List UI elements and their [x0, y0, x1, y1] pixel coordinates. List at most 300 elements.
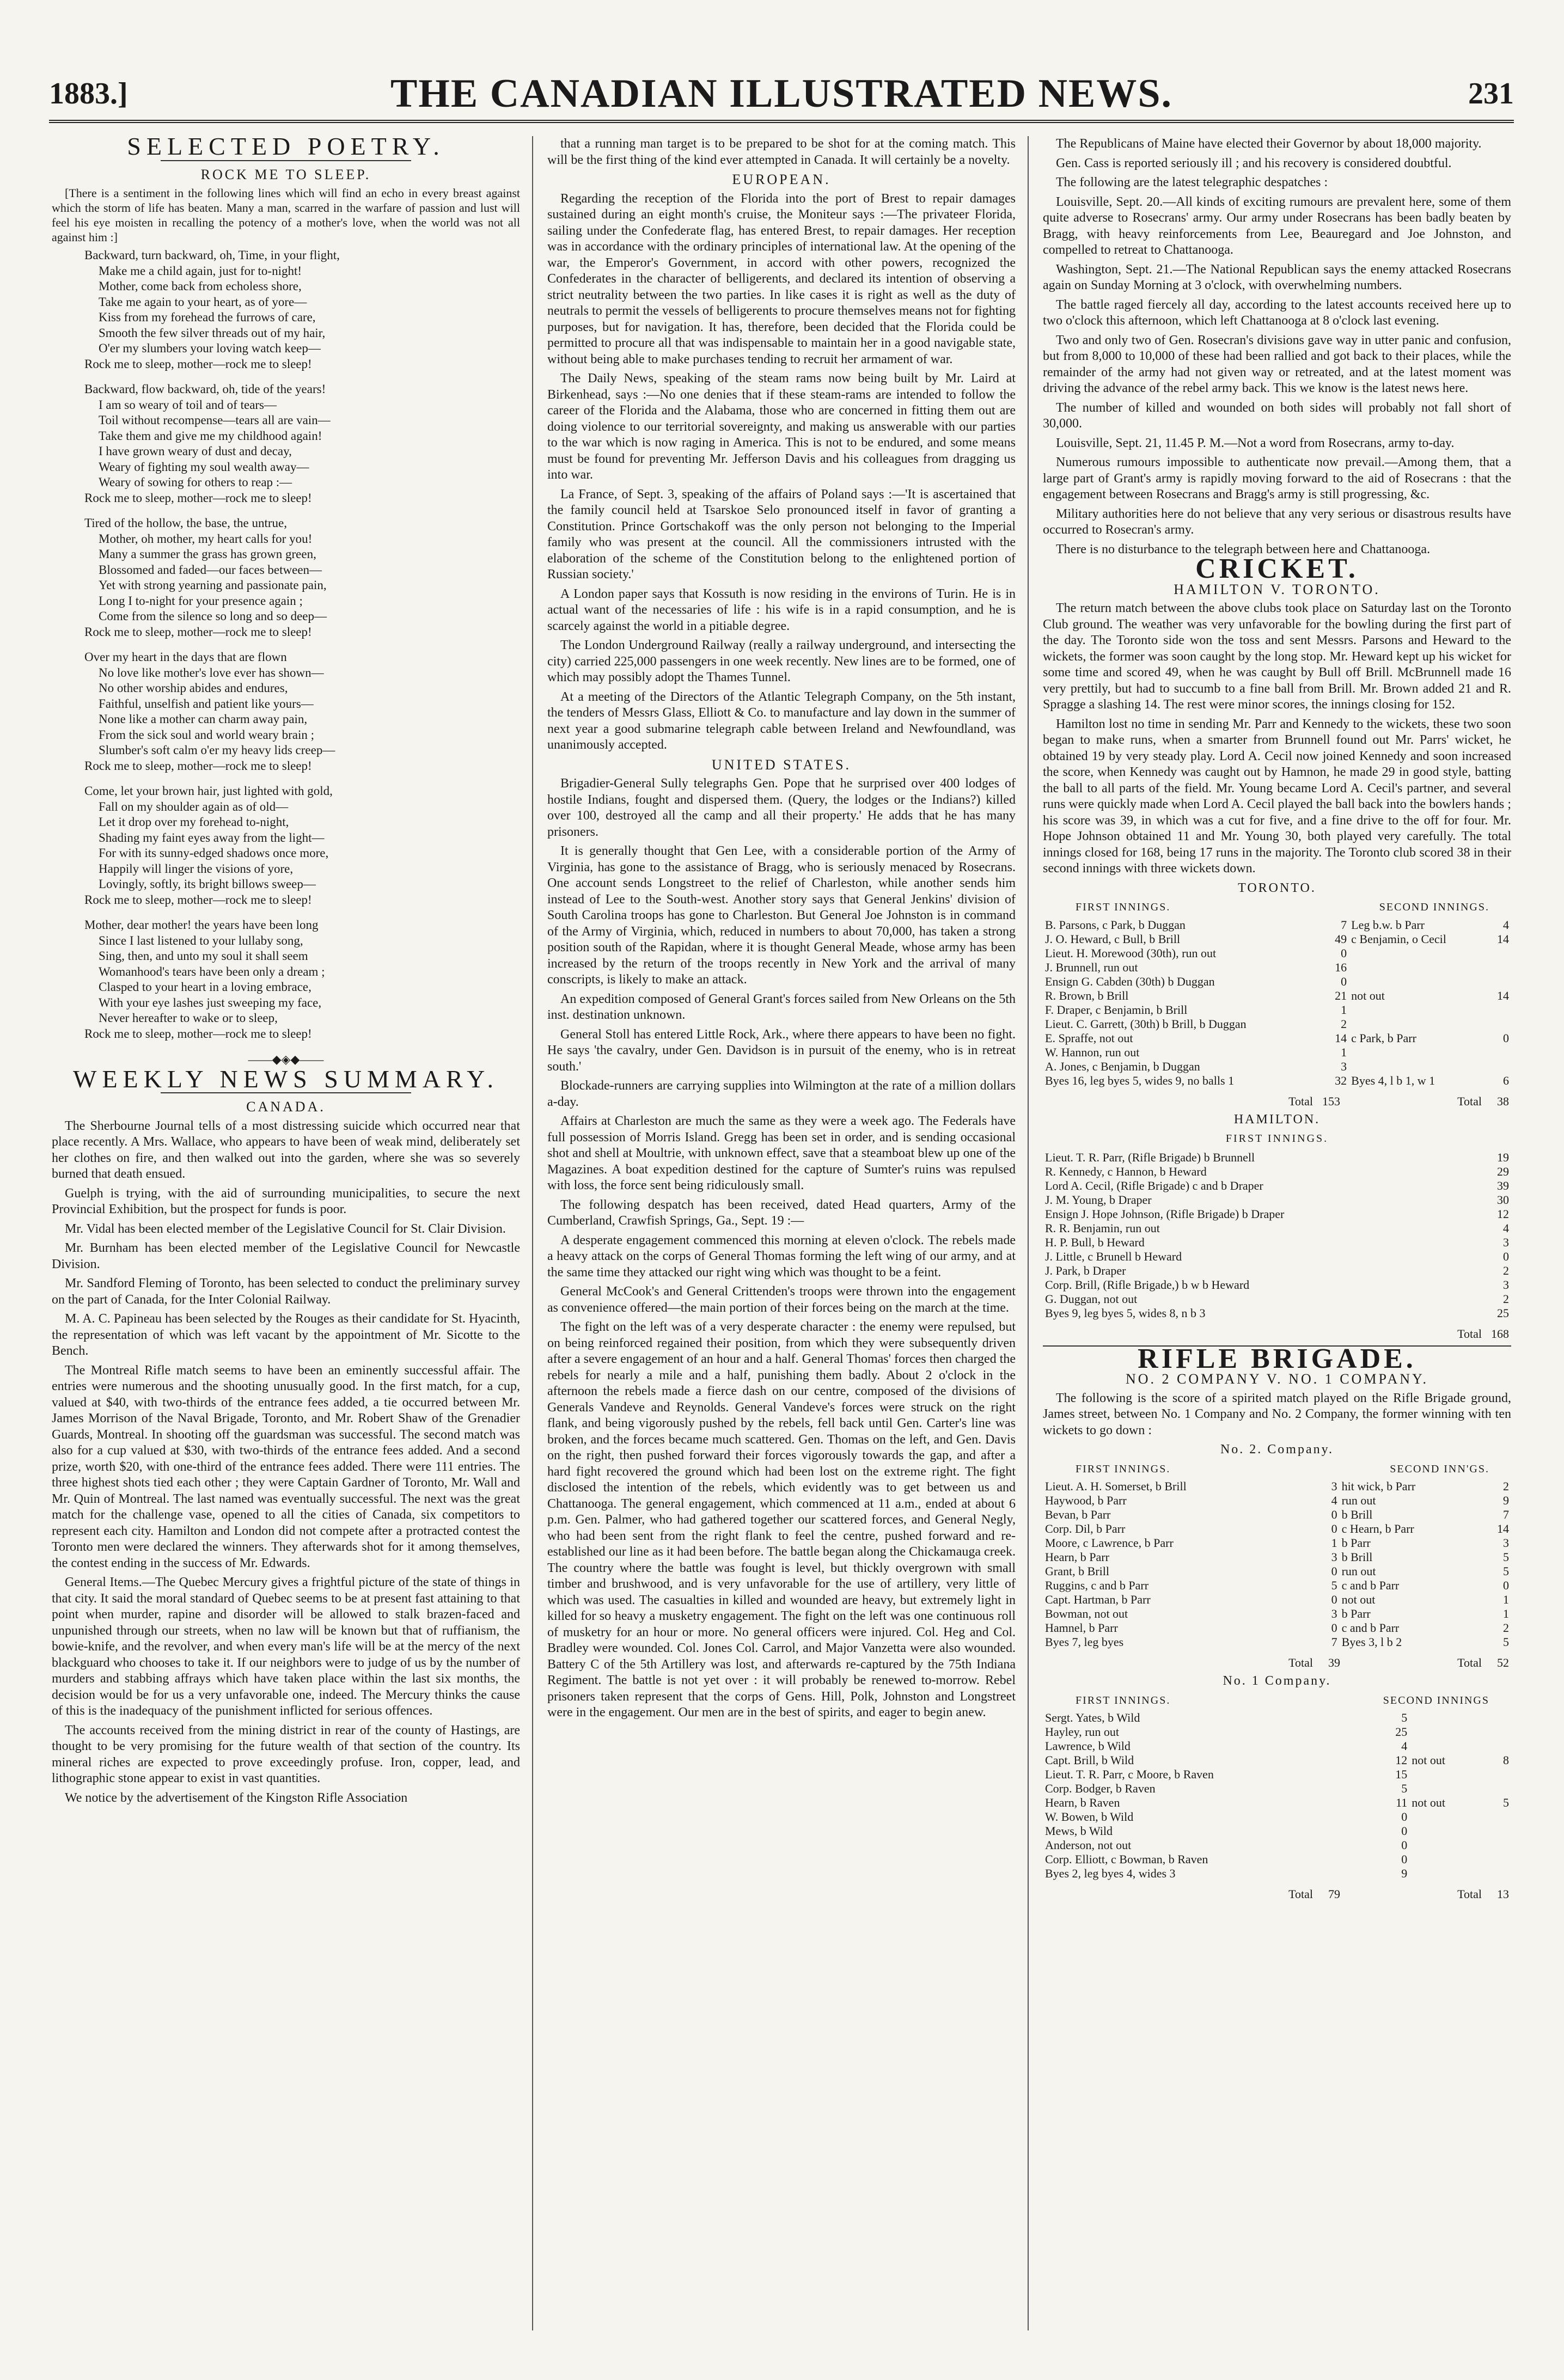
subheading-european: EUROPEAN. — [732, 172, 831, 187]
score-runs: 5 — [1401, 1782, 1408, 1795]
score-batsman: Lieut. H. Morewood (30th), run out — [1045, 946, 1217, 960]
poem-line: Sing, then, and unto my soul it shall seem — [99, 949, 308, 963]
score-batsman — [1409, 1767, 1484, 1782]
total-label: Total — [1288, 1656, 1313, 1669]
poem-line: Take them and give me my childhood again! — [99, 429, 322, 443]
score-runs: 3 — [1331, 1607, 1337, 1620]
score-batsman: hit wick, b Parr — [1341, 1479, 1416, 1493]
score-batsman — [1409, 1725, 1484, 1739]
article-paragraph: An expedition composed of General Grant's forces sailed from New Orleans on the 5th inst. destination unknown. — [547, 992, 1016, 1022]
score-runs: 0 — [1401, 1810, 1408, 1824]
poem-stanza — [84, 248, 520, 372]
innings-headers — [1043, 1461, 1511, 1478]
rifle-report: The following is the score of a spirited match played on the Rifle Brigade ground, James street, between No. 1 Company and No. 2 Company, the former winning with ten wickets to go down : — [1043, 1391, 1511, 1437]
score-batsman: c Park, b Parr — [1351, 1031, 1416, 1045]
score-batsman: Corp. Brill, (Rifle Brigade,) b w b Heward — [1045, 1277, 1250, 1292]
article-paragraph: The number of killed and wounded on both sides will probably not fall short of 30,000. — [1043, 400, 1511, 431]
article-paragraph: The following are the latest telegraphic despatches : — [1056, 175, 1328, 189]
score-row — [1043, 1250, 1511, 1264]
score-runs: 0 — [1401, 1838, 1408, 1852]
score-runs: 0 — [1331, 1522, 1337, 1535]
poem-line: Make me a child again, just for to-night! — [99, 264, 302, 278]
score-row — [1043, 1031, 1511, 1045]
score-runs: 4 — [1331, 1494, 1337, 1507]
us-articles — [547, 776, 1016, 1721]
score-runs — [1484, 1767, 1511, 1782]
score-runs: 4 — [1503, 917, 1509, 932]
score-runs: 11 — [1396, 1796, 1408, 1809]
score-runs: 4 — [1503, 1221, 1509, 1235]
poem-line: Many a summer the grass has grown green, — [99, 547, 316, 561]
article-paragraph: Numerous rumours impossible to authenticate now prevail.—Among them, that a large part of Grant's army is rapidly moving forward to the aid of Rosecrans : that the engagement between Rosecrans and Bragg's army is still progressing, &c. — [1043, 455, 1511, 501]
article-paragraph: We notice by the advertisement of the Kingston Rifle Association — [65, 1790, 408, 1805]
score-batsman: Corp. Elliott, c Bowman, b Raven — [1045, 1852, 1208, 1866]
score-batsman — [1349, 1017, 1484, 1031]
score-row — [1043, 1165, 1511, 1179]
score-batsman: b Parr — [1341, 1607, 1371, 1620]
score-batsman: Hayley, run out — [1045, 1725, 1120, 1739]
total-first: 79 — [1328, 1887, 1340, 1901]
score-row — [1043, 1179, 1511, 1193]
score-row — [1043, 1621, 1511, 1635]
poem-line: Fall on my shoulder again as of old— — [99, 799, 289, 813]
poem-line: Rock me to sleep, mother—rock me to sleep! — [84, 892, 312, 907]
poem-line: O'er my slumbers your loving watch keep— — [99, 341, 321, 355]
score-batsman — [1409, 1824, 1484, 1838]
score-batsman — [1409, 1852, 1484, 1867]
score-runs: 29 — [1497, 1164, 1509, 1178]
score-runs: 0 — [1331, 1564, 1337, 1578]
score-batsman: J. M. Young, b Draper — [1045, 1192, 1152, 1207]
score-row — [1043, 1508, 1511, 1522]
article-paragraph: The Republicans of Maine have elected their Governor by about 18,000 majority. — [1056, 137, 1482, 151]
score-row — [1043, 1838, 1511, 1852]
score-batsman: Lieut. C. Garrett, (30th) b Brill, b Duggan — [1045, 1017, 1247, 1031]
score-row — [1043, 1796, 1511, 1810]
column-2 — [547, 136, 1016, 2336]
poem-title: ROCK ME TO SLEEP. — [200, 166, 371, 182]
score-batsman: Anderson, not out — [1045, 1838, 1132, 1852]
score-batsman: Lieut. A. H. Somerset, b Brill — [1045, 1479, 1187, 1493]
subheading-canada: CANADA. — [246, 1099, 326, 1115]
telegraph-news — [1043, 136, 1511, 558]
score-batsman: not out — [1412, 1796, 1445, 1809]
score-runs: 3 — [1341, 1059, 1347, 1073]
score-batsman — [1409, 1867, 1484, 1881]
score-row — [1043, 1003, 1511, 1017]
score-batsman: J. O. Heward, c Bull, b Brill — [1045, 932, 1181, 946]
score-row — [1043, 960, 1511, 975]
score-runs: 1 — [1331, 1536, 1337, 1550]
score-row — [1043, 918, 1511, 932]
score-row — [1043, 1536, 1511, 1550]
score-runs: 0 — [1503, 1031, 1509, 1045]
score-runs: 25 — [1395, 1725, 1408, 1739]
hamilton-total — [1043, 1324, 1511, 1341]
article-paragraph: The Daily News, speaking of the steam rams now being built by Mr. Laird at Birkenhead, says :—No one denies that if these steam-rams are intended to follow the career of the Florida and the Alabama, those who are concerned in fitting them out are doing violence to our territorial sovereignty, and making us answerable with our parties to the war which is now raging in America. This is not to be endured, and some means must be found for preventing Mr. Jefferson Davis and his colleagues from dragging us into war. — [547, 371, 1016, 482]
score-batsman: run out — [1341, 1564, 1376, 1578]
score-runs: 0 — [1401, 1824, 1408, 1838]
poem-line: Clasped to your heart in a loving embrace, — [99, 980, 311, 994]
section-heading-summary: WEEKLY NEWS SUMMARY. — [73, 1064, 499, 1093]
poem-line: Come, let your brown hair, just lighted with gold, — [84, 784, 333, 798]
score-runs: 2 — [1503, 1292, 1509, 1306]
total-second: 38 — [1497, 1094, 1509, 1108]
score-row — [1043, 946, 1511, 960]
poem-stanza — [84, 650, 520, 774]
score-runs: 7 — [1331, 1635, 1337, 1649]
score-row — [1043, 1739, 1511, 1753]
score-runs: 9 — [1503, 1494, 1509, 1507]
score-row — [1043, 1207, 1511, 1221]
total-label: Total — [1457, 1094, 1482, 1108]
poem-line: Never hereafter to wake or to sleep, — [99, 1011, 278, 1025]
poem-line: Over my heart in the days that are flown — [84, 650, 287, 664]
score-batsman: Ruggins, c and b Parr — [1045, 1578, 1149, 1592]
poem-body — [52, 248, 520, 1042]
score-batsman: not out — [1351, 988, 1385, 1002]
poem-line: I have grown weary of dust and decay, — [99, 444, 292, 458]
score-batsman — [1409, 1739, 1484, 1753]
poem-line: Since I last listened to your lullaby song, — [99, 933, 303, 947]
score-row — [1043, 989, 1511, 1003]
poem-line: Mother, oh mother, my heart calls for you! — [99, 531, 313, 546]
score-runs: 14 — [1497, 988, 1509, 1002]
score-batsman: F. Draper, c Benjamin, b Brill — [1045, 1002, 1188, 1017]
score-batsman: Hamnel, b Parr — [1045, 1621, 1118, 1635]
score-batsman: Byes 4, l b 1, w 1 — [1351, 1073, 1435, 1087]
innings-headers — [1043, 1693, 1511, 1709]
score-runs: 1 — [1503, 1593, 1509, 1606]
masthead-rule — [49, 120, 1514, 123]
no1-company-label: No. 1 Company. — [1223, 1674, 1331, 1688]
article-paragraph: Louisville, Sept. 21, 11.45 P. M.—Not a word from Rosecrans, army to-day. — [1056, 436, 1455, 450]
score-runs: 1 — [1341, 1002, 1347, 1017]
score-runs — [1484, 1782, 1511, 1796]
poem-line: Slumber's soft calm o'er my heavy lids creep— — [99, 743, 335, 757]
score-runs — [1484, 1060, 1511, 1074]
poem-line: None like a mother can charm away pain, — [99, 712, 308, 726]
poem-line: Rock me to sleep, mother—rock me to sleep! — [84, 491, 312, 505]
no2-scorecard — [1043, 1479, 1511, 1649]
score-runs: 2 — [1503, 1479, 1509, 1493]
score-row — [1043, 1264, 1511, 1278]
article-paragraph: A desperate engagement commenced this morning at eleven o'clock. The rebels made a heavy attack on the corps of General Thomas forming the left wing of our army, and at the same time they attacked our right wing which was thought to be a feint. — [547, 1233, 1016, 1280]
score-batsman: E. Spraffe, not out — [1045, 1031, 1133, 1045]
score-runs: 3 — [1331, 1550, 1337, 1564]
score-batsman: c Hearn, b Parr — [1341, 1522, 1414, 1535]
score-runs: 5 — [1503, 1564, 1509, 1578]
score-runs: 3 — [1503, 1536, 1509, 1550]
score-batsman: B. Parsons, c Park, b Duggan — [1045, 917, 1186, 932]
poem-line: Smooth the few silver threads out of my hair, — [99, 326, 326, 340]
total-label: Total — [1457, 1656, 1482, 1669]
score-row — [1043, 1767, 1511, 1782]
score-batsman: Ensign G. Cabden (30th) b Duggan — [1045, 974, 1215, 988]
total-second: 52 — [1497, 1656, 1509, 1669]
summary-articles — [52, 1118, 520, 1807]
score-batsman: J. Park, b Draper — [1045, 1263, 1126, 1277]
subheading-united-states: UNITED STATES. — [711, 756, 852, 773]
score-runs: 19 — [1497, 1150, 1509, 1164]
article-paragraph: Mr. Burnham has been elected member of the Legislative Council for Newcastle Division. — [52, 1241, 520, 1271]
article-paragraph: Two and only two of Gen. Rosecran's divisions gave way in utter panic and confusion, but from 8,000 to 10,000 of these had been rallied and got back to their places, while the remainder of the army had not given way or retreated, and at the latest moment was driving the advance of the rebel army back. This we know is the latest news here. — [1043, 333, 1511, 395]
score-runs: 39 — [1497, 1178, 1509, 1192]
score-runs: 16 — [1335, 960, 1347, 974]
score-batsman: Hearn, b Raven — [1045, 1796, 1120, 1809]
page-number: 231 — [1468, 77, 1514, 111]
score-row — [1043, 1235, 1511, 1250]
poem-line: For with its sunny-edged shadows once more, — [99, 846, 329, 860]
article-paragraph: Military authorities here do not believe that any very serious or disastrous results have occurred to Rosecran's army. — [1043, 506, 1511, 537]
score-batsman — [1349, 975, 1484, 989]
score-runs: 21 — [1335, 988, 1347, 1002]
score-runs: 14 — [1497, 932, 1509, 946]
score-batsman: J. Little, c Brunell b Heward — [1045, 1249, 1182, 1263]
poem-stanza — [84, 382, 520, 506]
score-batsman: Capt. Hartman, b Parr — [1045, 1593, 1151, 1606]
score-runs: 1 — [1503, 1607, 1509, 1620]
score-batsman: R. Kennedy, c Hannon, b Heward — [1045, 1164, 1207, 1178]
poem-line: Backward, turn backward, oh, Time, in your flight, — [84, 248, 340, 262]
article-paragraph: La France, of Sept. 3, speaking of the affairs of Poland says :—'It is ascertained that the family council held at Tsarskoe Selo pronounced itself in favor of granting a Constitution. Prince Gortschakoff was the only person not belonging to the Imperial family who was present at the council. All the commissioners intrusted with the elaboration of the scheme of the Constitution belong to the enlightened portion of Russian society.' — [547, 487, 1016, 582]
score-batsman: Lieut. T. R. Parr, (Rifle Brigade) b Brunnell — [1045, 1150, 1255, 1164]
score-batsman: Byes 3, l b 2 — [1341, 1635, 1402, 1649]
score-batsman: Corp. Bodger, b Raven — [1045, 1782, 1156, 1795]
column-3 — [1043, 136, 1511, 2336]
score-row — [1043, 975, 1511, 989]
article-paragraph: At a meeting of the Directors of the Atlantic Telegraph Company, on the 5th instant, the tenders of Messrs Glass, Elliott & Co. to manufacture and lay down in the summer of next year a good submarine telegraph cable between Ireland and Newfoundland, was unanimously accepted. — [547, 689, 1016, 752]
second-innings-label: SECOND INN'GS. — [1390, 1463, 1489, 1475]
no2-company-label: No. 2. Company. — [1220, 1442, 1334, 1457]
score-runs: 5 — [1401, 1711, 1408, 1724]
poem-line: Rock me to sleep, mother—rock me to sleep! — [84, 625, 312, 639]
poem-line: Take me again to your heart, as of yore— — [99, 295, 307, 309]
section-heading-poetry: SELECTED POETRY. — [127, 136, 445, 160]
score-row — [1043, 1635, 1511, 1649]
score-batsman: Corp. Dil, b Parr — [1045, 1522, 1126, 1535]
score-batsman: Byes 9, leg byes 5, wides 8, n b 3 — [1045, 1306, 1206, 1320]
issue-year: 1883.] — [49, 77, 128, 111]
poem-line: Rock me to sleep, mother—rock me to sleep! — [84, 758, 312, 773]
article-paragraph: It is generally thought that Gen Lee, with a considerable portion of the Army of Virginia, has gone to the assistance of Bragg, who is seriously menaced by Rosecrans. One account sends Longstreet to the relief of Charleston, while another sends him instead of Lee to the South-west. Another story says that General Jenkins' division of South Carolina troops has gone to Charleston. But General Joe Johnston is in command of the Army of Virginia, which, reduced in numbers to about 70,000, has taken a strong position south of the Rapidan, where it is thought General Meade, whose army has been increased by the return of the troops recently in New York and the arrival of many conscripts, is likely to make an attack. — [547, 844, 1016, 987]
score-runs: 8 — [1503, 1753, 1509, 1767]
score-batsman: b Brill — [1341, 1508, 1373, 1521]
score-row — [1043, 1193, 1511, 1207]
article-paragraph: The accounts received from the mining district in rear of the county of Hastings, are thought to be very promising for the future wealth of that section of the country. Its mineral riches are expected to prove exceedingly profuse. Iron, copper, lead, and lithographic stone appear to exist in vast quantities. — [52, 1723, 520, 1785]
score-batsman: Byes 2, leg byes 4, wides 3 — [1045, 1867, 1176, 1880]
score-runs: 2 — [1503, 1263, 1509, 1277]
score-runs — [1484, 1045, 1511, 1060]
score-row — [1043, 1292, 1511, 1306]
score-runs: 5 — [1503, 1635, 1509, 1649]
score-runs: 49 — [1335, 932, 1347, 946]
score-runs — [1484, 1725, 1511, 1739]
poem-line: Happily will linger the visions of yore, — [99, 861, 294, 876]
score-row — [1043, 1074, 1511, 1088]
score-runs: 4 — [1401, 1739, 1408, 1753]
score-batsman: Leg b.w. b Parr — [1351, 917, 1425, 932]
score-batsman: H. P. Bull, b Heward — [1045, 1235, 1145, 1249]
article-paragraph: The Montreal Rifle match seems to have been an eminently successful affair. The entries were numerous and the shooting unusually good. In the first match, for a cup, valued at $40, with two-thirds of the entrance fees added, a tie occurred between Mr. James Morrison of the Naval Brigade, Toronto, and Mr. Robert Shaw of the Grenadier Guards, Montreal. In shooting off the guardsman was successful. The second match was also for a cup valued at $30, with two-thirds of the entrance fees added. And a second prize, worth $20, with one-third of the entrance fees added. There were 111 entries. The three highest shots tied each other ; they were Captain Gardner of Toronto, Mr. Wall and Mr. Quin of Montreal. The last named was eventually successful. The next was the great match for the challenge vase, opened to all the cities of Canada, six competitors to represent each city. Hamilton and London did not compete after a protracted contest the Toronto men were declared the winners. They afterwards shot for it among themselves, the contest ending in the success of Mr. Edwards. — [52, 1363, 520, 1570]
no1-total — [1043, 1884, 1511, 1901]
score-row — [1043, 1221, 1511, 1235]
poem-intro: [There is a sentiment in the following lines which will find an echo in every breast against which the storm of life has beaten. Many a man, scarred in the warfare of passion and lust will feel his eye moisten in recalling the potency of a mother's love, when the world was not all against him :] — [52, 186, 520, 244]
total-value: 168 — [1491, 1326, 1509, 1341]
article-paragraph: Blockade-runners are carrying supplies into Wilmington at the rate of a million dollars a-day. — [547, 1079, 1016, 1109]
first-innings-label: FIRST INNINGS. — [1076, 901, 1171, 913]
article-paragraph: General Stoll has entered Little Rock, Ark., where there appears to have been no fight. He says 'the cavalry, under Gen. Davidson is in pursuit of the enemy, who is in retreat south.' — [547, 1027, 1016, 1074]
score-runs — [1484, 1711, 1511, 1725]
score-batsman: Lawrence, b Wild — [1045, 1739, 1131, 1753]
poem-stanza — [84, 516, 520, 640]
score-batsman — [1409, 1810, 1484, 1824]
score-row — [1043, 1593, 1511, 1607]
score-batsman: J. Brunnell, run out — [1045, 960, 1138, 974]
score-row — [1043, 1824, 1511, 1838]
poem-line: Mother, dear mother! the years have been long — [84, 918, 319, 932]
score-batsman: Sergt. Yates, b Wild — [1045, 1711, 1140, 1724]
poem-line: Mother, come back from echoless shore, — [99, 279, 302, 293]
toronto-scorecard — [1043, 918, 1511, 1088]
total-second: 13 — [1497, 1887, 1509, 1901]
score-runs: 25 — [1497, 1306, 1509, 1320]
score-row — [1043, 1810, 1511, 1824]
poem-line: Blossomed and faded—our faces between— — [99, 562, 322, 577]
score-batsman: Mews, b Wild — [1045, 1824, 1113, 1838]
column-1 — [52, 136, 520, 2336]
poem-line: Womanhood's tears have been only a dream ; — [99, 964, 325, 978]
poem-line: Faithful, unselfish and patient like yours— — [99, 696, 314, 711]
score-batsman: Hearn, b Parr — [1045, 1550, 1109, 1564]
innings-headers — [1043, 900, 1511, 916]
poem-line: Yet with strong yearning and passionate pain, — [99, 578, 327, 592]
score-batsman — [1409, 1711, 1484, 1725]
total-first: 153 — [1322, 1094, 1340, 1108]
second-innings-label: SECOND INNINGS — [1383, 1694, 1489, 1706]
score-runs: 0 — [1503, 1249, 1509, 1263]
score-batsman: run out — [1341, 1494, 1376, 1507]
poem-line: From the sick soul and world weary brain ; — [99, 727, 315, 742]
article-paragraph: M. A. C. Papineau has been selected by the Rouges as their candidate for St. Hyacinth, the representation of which was left vacant by the appointment of Mr. Sicotte to the Bench. — [52, 1312, 520, 1358]
poem-line: No love like mother's love ever has shown— — [99, 665, 324, 680]
score-runs: 12 — [1395, 1753, 1408, 1767]
score-runs — [1484, 1739, 1511, 1753]
score-runs: 12 — [1497, 1207, 1509, 1221]
article-paragraph: The London Underground Railway (really a railway underground, and intersecting the city) carried 225,000 passengers in one week recently. New lines are to be formed, one of which may possibly adopt the Thames Tunnel. — [547, 638, 1016, 684]
poem-line: No other worship abides and endures, — [99, 681, 288, 695]
toronto-total — [1043, 1091, 1511, 1109]
total-first: 39 — [1328, 1656, 1340, 1669]
score-runs — [1484, 946, 1511, 960]
score-batsman: W. Bowen, b Wild — [1045, 1810, 1134, 1824]
score-batsman: R. Brown, b Brill — [1045, 988, 1129, 1002]
article-paragraph: Washington, Sept. 21.—The National Republican says the enemy attacked Rosecrans again on Sunday Morning at 3 o'clock, with overwhelming numbers. — [1043, 262, 1511, 292]
score-batsman: G. Duggan, not out — [1045, 1292, 1138, 1306]
poem-line: Shading my faint eyes away from the light— — [99, 830, 325, 845]
score-row — [1043, 1278, 1511, 1292]
poem-line: With your eye lashes just sweeping my face, — [99, 995, 322, 1009]
score-runs — [1484, 1003, 1511, 1017]
score-runs: 15 — [1395, 1767, 1408, 1781]
article-paragraph: The battle raged fiercely all day, according to the latest accounts received here up to two o'clock this afternoon, which left Chattanooga at 8 o'clock last evening. — [1043, 297, 1511, 328]
poem-line: Rock me to sleep, mother—rock me to sleep! — [84, 1026, 312, 1041]
score-runs: 5 — [1331, 1578, 1337, 1592]
hamilton-innings-label: FIRST INNINGS. — [1225, 1133, 1329, 1145]
score-row — [1043, 1494, 1511, 1508]
score-batsman: Haywood, b Parr — [1045, 1494, 1127, 1507]
score-batsman: Lieut. T. R. Parr, c Moore, b Raven — [1045, 1767, 1214, 1781]
score-runs: 6 — [1503, 1073, 1509, 1087]
hamilton-scorecard — [1043, 1151, 1511, 1320]
score-batsman — [1349, 1003, 1484, 1017]
score-row — [1043, 932, 1511, 946]
hamilton-label: HAMILTON. — [1233, 1112, 1321, 1127]
score-batsman: Moore, c Lawrence, b Parr — [1045, 1536, 1174, 1550]
article-paragraph: Affairs at Charleston are much the same as they were a week ago. The Federals have full possession of Morris Island. Gregg has been set in order, and is sending occasional shot and shell at Moultrie, with unknown effect, save that a steamboat blew up one of the Magazines. A boat expedition destined for the capture of Sumter's ruins was repulsed with loss, the force sent being ridiculously small. — [547, 1114, 1016, 1192]
score-batsman: b Parr — [1341, 1536, 1371, 1550]
score-batsman: W. Hannon, run out — [1045, 1045, 1140, 1059]
article-paragraph: Regarding the reception of the Florida into the port of Brest to repair damages sustained during an eight month's cruise, the Moniteur says :—The privateer Florida, sailing under the Confederate flag, has entered Brest, to repair damages. Her reception was in accordance with the ordinary principles of international law. At the opening of the war, the Emperor's Government, in accord with other powers, recognized the Confederates in the character of belligerents, and declared its intention of observing a strict neutrality between the two parties. In like cases it is right as well as the duty of neutrals to permit the vessels of belligerents to procure themselves means not for fighting purposes, but for navigation. It has, therefore, been decided that the Florida could be permitted to procure all that was indispensable to maintain her in a good navigable state, without being able to make purchases tending to recruit her armament of war. — [547, 191, 1016, 366]
masthead — [49, 65, 1514, 131]
score-batsman: R. R. Benjamin, run out — [1045, 1221, 1160, 1235]
score-row — [1043, 1711, 1511, 1725]
poem-line: Come from the silence so long and so deep— — [99, 609, 327, 623]
score-batsman — [1349, 960, 1484, 975]
score-runs: 1 — [1341, 1045, 1347, 1059]
cricket-report: Hamilton lost no time in sending Mr. Parr and Kennedy to the wickets, these two soon began to make runs, when a smarter from Brunnell found out Mr. Parrs' wicket, he obtained 19 by very steady play. Lord A. Cecil now joined Kennedy and soon increased the score, when Kennedy was caught out by Hamnon, he made 29 in good style, batting the ball to all parts of the field. Mr. Young became Lord A. Cecil's partner, and several runs were quickly made when Lord A. Cecil played the ball back into the bowlers hands ; his score was 39, in which was a cut for five, and a fine drive to the off for four. Mr. Hope Johnson obtained 11 and Mr. Young 30, both played very carefully. The total innings closed for 168, being 17 runs in the majority. The Toronto club scored 38 in their second innings with three wickets down. — [1043, 717, 1511, 876]
first-innings-label: FIRST INNINGS. — [1076, 1694, 1171, 1706]
score-runs: 14 — [1497, 1522, 1509, 1535]
score-batsman: Bevan, b Parr — [1045, 1508, 1111, 1521]
score-row — [1043, 1017, 1511, 1031]
article-paragraph: Guelph is trying, with the aid of surrounding municipalities, to secure the next Provincial Exhibition, but the prospect for funds is poor. — [52, 1186, 520, 1216]
score-runs: 32 — [1335, 1073, 1347, 1087]
score-runs: 0 — [1503, 1578, 1509, 1592]
total-label: Total — [1288, 1887, 1313, 1901]
score-row — [1043, 1782, 1511, 1796]
score-batsman: Grant, b Brill — [1045, 1564, 1109, 1578]
poem-stanza — [84, 784, 520, 908]
score-row — [1043, 1867, 1511, 1881]
poem-line: Toil without recompense—tears all are vain— — [99, 413, 331, 427]
score-batsman: Bowman, not out — [1045, 1607, 1128, 1620]
no2-total — [1043, 1653, 1511, 1670]
score-batsman: Byes 16, leg byes 5, wides 9, no balls 1 — [1045, 1073, 1235, 1087]
score-row — [1043, 1151, 1511, 1165]
article-paragraph: There is no disturbance to the telegraph between here and Chattanooga. — [1056, 542, 1431, 556]
score-runs: 0 — [1331, 1593, 1337, 1606]
poem-line: Let it drop over my forehead to-night, — [99, 815, 289, 829]
score-batsman: not out — [1341, 1593, 1376, 1606]
column-divider — [1028, 136, 1029, 2330]
article-paragraph: General McCook's and General Crittenden's troops were thrown into the engagement as convenience offered—the main portion of their forces being on the march at the time. — [547, 1284, 1016, 1315]
score-row — [1043, 1607, 1511, 1621]
score-row — [1043, 1306, 1511, 1320]
score-batsman: Lord A. Cecil, (Rifle Brigade) c and b Draper — [1045, 1178, 1263, 1192]
article-paragraph: The Sherbourne Journal tells of a most distressing suicide which occurred near that place recently. A Mrs. Wallace, who appears to have been of weak mind, deliberately set her clothes on fire, and then walked out into the garden, where she was so severely burned that death ensued. — [52, 1118, 520, 1181]
score-runs: 0 — [1401, 1852, 1408, 1866]
score-batsman — [1349, 946, 1484, 960]
score-runs: 7 — [1503, 1508, 1509, 1521]
score-batsman: c and b Parr — [1341, 1621, 1400, 1635]
column-divider — [532, 136, 533, 2330]
poem-line: Backward, flow backward, oh, tide of the years! — [84, 382, 326, 396]
score-runs: 14 — [1335, 1031, 1347, 1045]
poem-line: Lovingly, softly, its bright billows sweep— — [99, 877, 316, 891]
score-row — [1043, 1522, 1511, 1536]
score-row — [1043, 1852, 1511, 1867]
